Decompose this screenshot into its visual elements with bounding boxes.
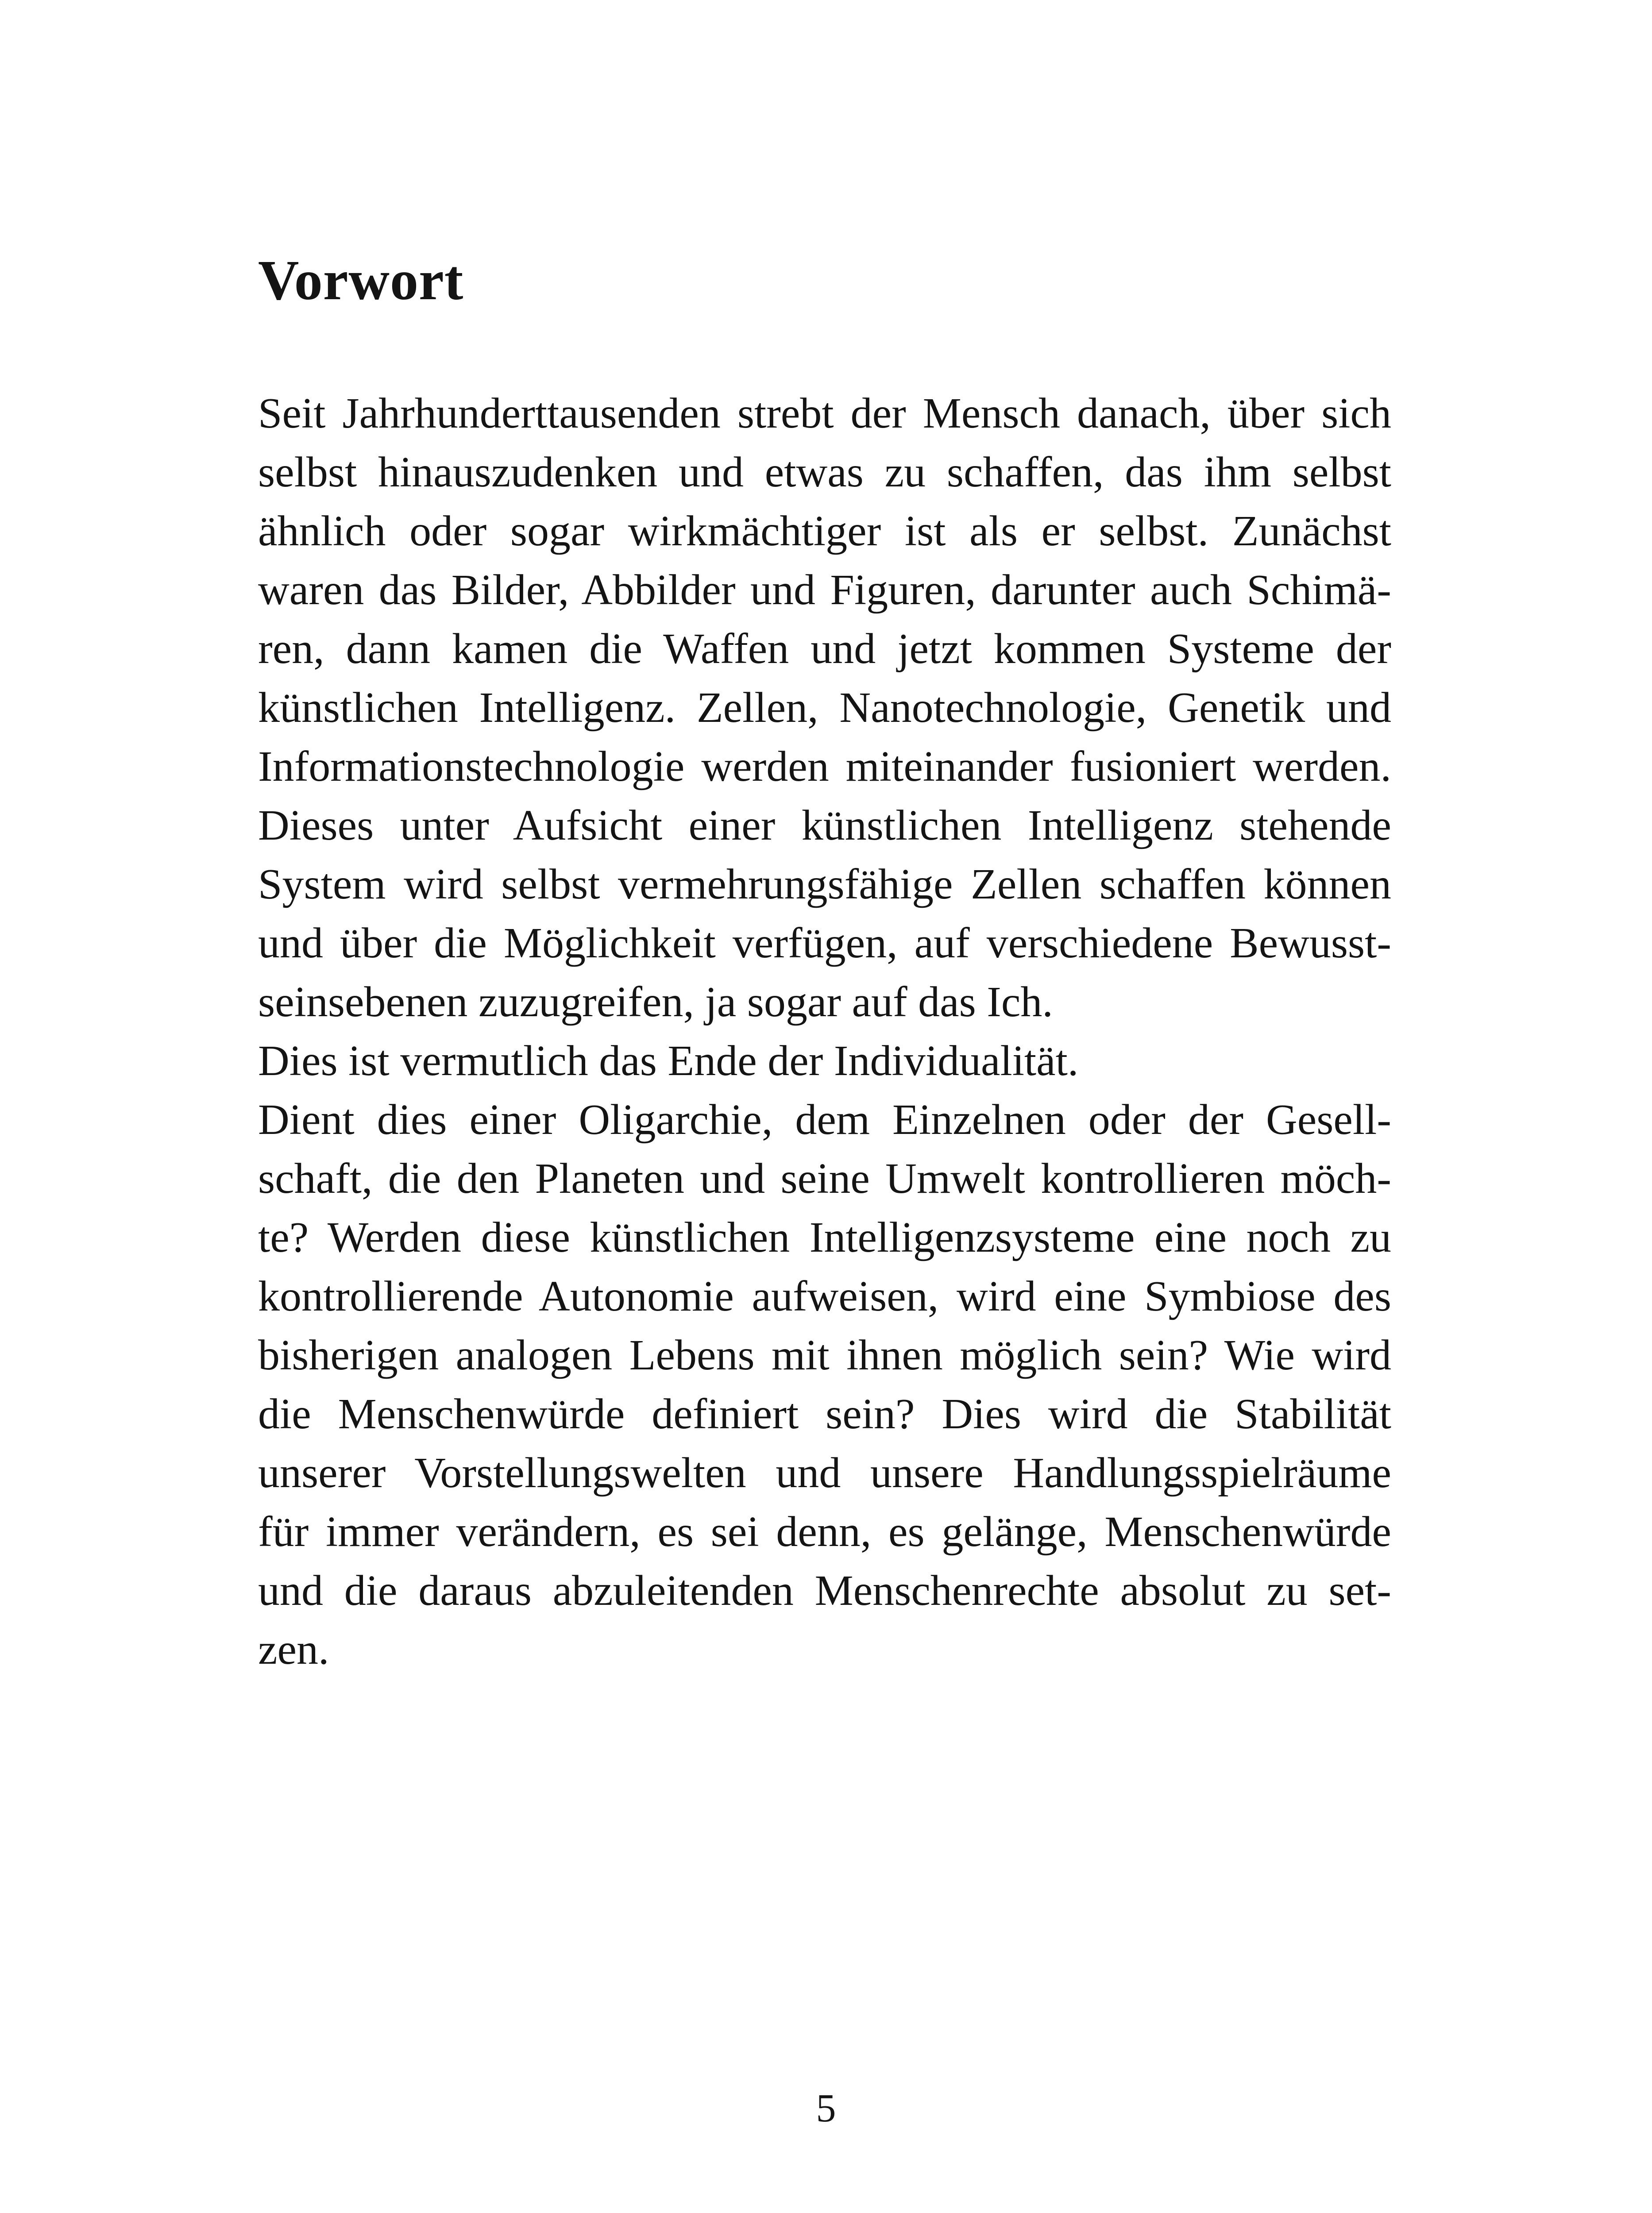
text-line: zen.	[258, 1626, 329, 1673]
text-line: Dient dies einer Oligarchie, dem Einzelnen oder der Gesell-	[258, 1096, 1391, 1144]
text-line: und über die Möglichkeit verfügen, auf verschiedene Bewusst-	[258, 919, 1391, 967]
text-line: bisherigen analogen Lebens mit ihnen möglich sein? Wie wird	[258, 1331, 1391, 1379]
text-line: waren das Bilder, Abbilder und Figuren, darunter auch Schimä-	[258, 566, 1391, 614]
text-line: System wird selbst vermehrungsfähige Zellen schaffen können	[258, 860, 1391, 908]
text-line: künstlichen Intelligenz. Zellen, Nanotechnologie, Genetik und	[258, 684, 1391, 732]
text-line: schaft, die den Planeten und seine Umwelt kontrollieren möch-	[258, 1155, 1391, 1203]
text-line: Dies ist vermutlich das Ende der Individualität.	[258, 1037, 1079, 1085]
text-line: ren, dann kamen die Waffen und jetzt kommen Systeme der	[258, 625, 1391, 673]
text-line: kontrollierende Autonomie aufweisen, wird eine Symbiose des	[258, 1272, 1391, 1320]
text-line: die Menschenwürde definiert sein? Dies wird die Stabilität	[258, 1390, 1391, 1438]
text-line: und die daraus abzuleitenden Menschenrechte absolut zu set-	[258, 1567, 1391, 1615]
text-line: Dieses unter Aufsicht einer künstlichen Intelligenz stehende	[258, 802, 1391, 849]
text-line: seinsebenen zuzugreifen, ja sogar auf das Ich.	[258, 978, 1053, 1026]
page-number: 5	[816, 2086, 836, 2130]
text-line: Informationstechnologie werden miteinander fusioniert werden.	[258, 743, 1391, 790]
text-line: unserer Vorstellungswelten und unsere Handlungsspielräume	[258, 1449, 1391, 1497]
text-line: Seit Jahrhunderttausenden strebt der Mensch danach, über sich	[258, 389, 1391, 437]
body-text	[258, 384, 1391, 1679]
text-line: für immer verändern, es sei denn, es gelänge, Menschenwürde	[258, 1508, 1391, 1556]
chapter-heading: Vorwort	[258, 249, 464, 312]
text-line: selbst hinauszudenken und etwas zu schaffen, das ihm selbst	[258, 448, 1391, 496]
text-line: te? Werden diese künstlichen Intelligenzsysteme eine noch zu	[258, 1214, 1391, 1261]
text-line: ähnlich oder sogar wirkmächtiger ist als er selbst. Zunächst	[258, 507, 1391, 555]
